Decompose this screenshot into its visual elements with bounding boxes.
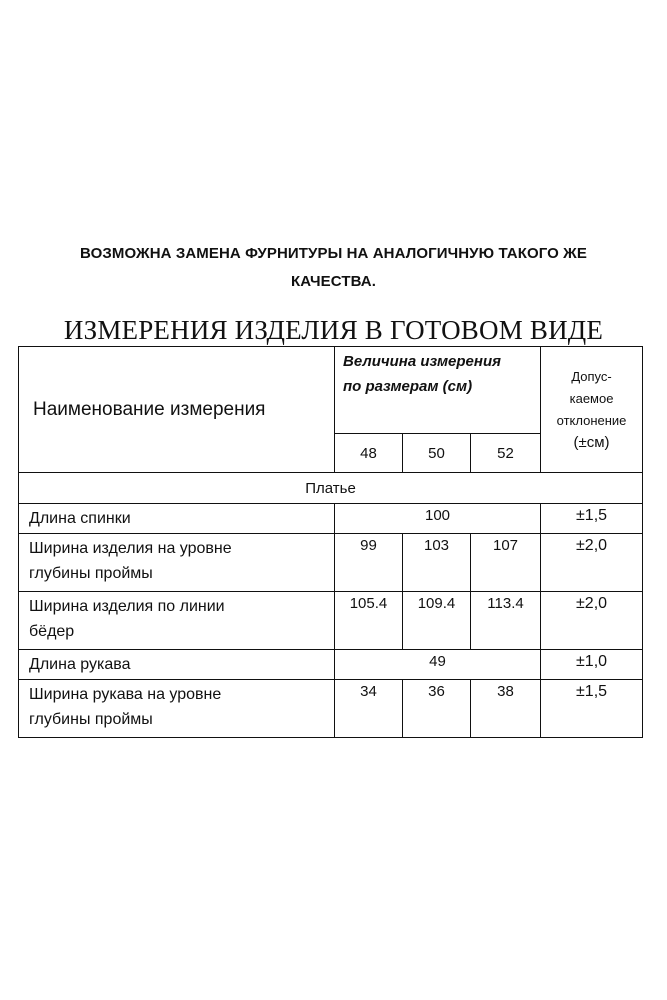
header-tolerance <box>541 347 643 473</box>
row-value-52: 107 <box>471 534 541 592</box>
row-name <box>19 592 335 650</box>
row-value-52: 113.4 <box>471 592 541 650</box>
row-tolerance: ±1,5 <box>541 504 643 534</box>
header-tolerance-line-4: (±см) <box>573 433 610 451</box>
notice-line-1: ВОЗМОЖНА ЗАМЕНА ФУРНИТУРЫ НА АНАЛОГИЧНУЮ ТАКОГО ЖЕ <box>80 245 587 262</box>
header-measurement-name: Наименование измерения <box>19 347 335 473</box>
page-title: ИЗМЕРЕНИЯ ИЗДЕЛИЯ В ГОТОВОМ ВИДЕ <box>63 315 604 345</box>
row-tolerance: ±1,5 <box>541 680 643 738</box>
row-name-line-1: Ширина рукава на уровне <box>29 686 222 703</box>
row-name-line-2: бёдер <box>29 623 75 640</box>
section-row <box>19 473 643 504</box>
row-name: Длина рукава <box>19 650 335 680</box>
row-name-line-2: глубины проймы <box>29 711 153 728</box>
table-row <box>19 504 643 534</box>
section-dress: Платье <box>19 473 643 504</box>
table-row <box>19 534 643 592</box>
table-row <box>19 592 643 650</box>
row-value-52: 38 <box>471 680 541 738</box>
row-name <box>19 680 335 738</box>
size-50: 50 <box>403 434 471 473</box>
row-name-line-1: Ширина изделия на уровне <box>29 540 232 557</box>
size-48: 48 <box>335 434 403 473</box>
fittings-notice <box>20 240 647 296</box>
row-tolerance: ±2,0 <box>541 534 643 592</box>
row-value-50: 36 <box>403 680 471 738</box>
table-row <box>19 650 643 680</box>
measurements-table <box>18 346 643 738</box>
row-value-48: 105.4 <box>335 592 403 650</box>
row-value-50: 109.4 <box>403 592 471 650</box>
row-tolerance: ±1,0 <box>541 650 643 680</box>
header-size-group-line-1: Величина измерения <box>343 353 501 370</box>
header-tolerance-line-2: каемое <box>569 390 614 406</box>
row-value: 100 <box>335 504 541 534</box>
size-52: 52 <box>471 434 541 473</box>
notice-line-2: КАЧЕСТВА. <box>291 273 376 290</box>
row-name-line-2: глубины проймы <box>29 565 153 582</box>
row-value: 49 <box>335 650 541 680</box>
row-value-50: 103 <box>403 534 471 592</box>
row-name-line-1: Ширина изделия по линии <box>29 598 225 615</box>
header-row <box>19 347 643 434</box>
header-size-group-line-2: по размерам (см) <box>343 378 473 395</box>
header-size-group <box>335 347 541 434</box>
row-value-48: 99 <box>335 534 403 592</box>
header-tolerance-line-1: Допус- <box>571 368 612 384</box>
header-tolerance-line-3: отклонение <box>556 412 627 428</box>
row-value-48: 34 <box>335 680 403 738</box>
row-name <box>19 534 335 592</box>
row-name: Длина спинки <box>19 504 335 534</box>
row-tolerance: ±2,0 <box>541 592 643 650</box>
table-row <box>19 680 643 738</box>
